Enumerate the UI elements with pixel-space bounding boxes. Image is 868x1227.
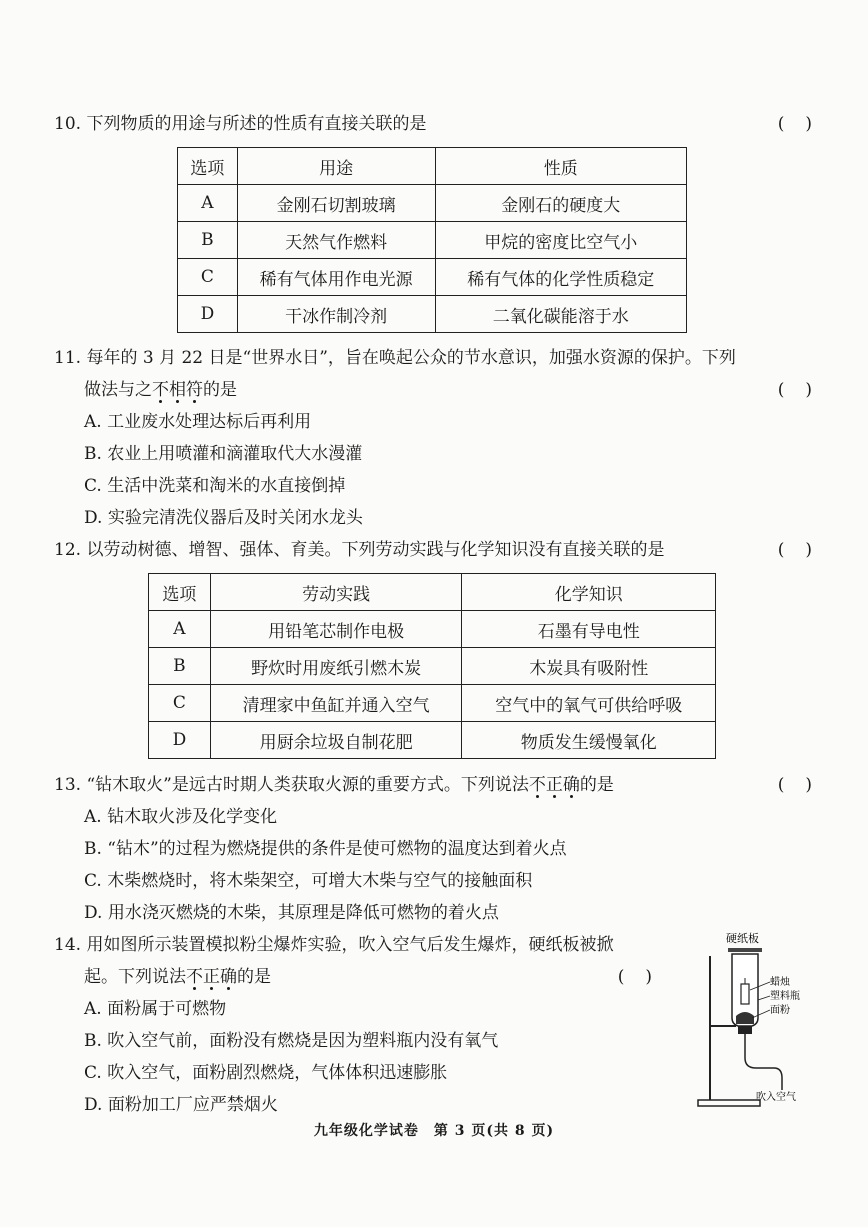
option-b: B. 农业上用喷灌和滴灌取代大水漫灌 (84, 444, 363, 464)
table-cell: D (178, 296, 238, 333)
table-cell: 甲烷的密度比空气小 (435, 222, 687, 259)
answer-parenthesis: ( ) (777, 380, 814, 400)
table-header-cell: 选项 (178, 148, 238, 185)
candle (741, 984, 749, 1004)
question-14-stem-line2 (54, 961, 654, 993)
emphasis-char: 确 (220, 967, 237, 987)
table-cell: 二氧化碳能溶于水 (435, 296, 687, 333)
table-cell: A (178, 185, 238, 222)
question-10-stem (54, 108, 814, 140)
table-row (178, 222, 687, 259)
emphasis-char: 正 (545, 775, 563, 795)
question-14 (54, 929, 684, 1121)
option-d: D. 用水浇灭燃烧的木柴，其原理是降低可燃物的着火点 (84, 903, 499, 923)
table-cell: 稀有气体用作电光源 (237, 259, 435, 296)
question-11-stem-line2 (54, 374, 814, 406)
cardboard-lid (728, 948, 762, 952)
option-c: C. 吹入空气，面粉剧烈燃烧，气体体积迅速膨胀 (84, 1063, 448, 1083)
table-cell: 金刚石切割玻璃 (237, 185, 435, 222)
table-cell: C (149, 685, 211, 722)
table-cell: 金刚石的硬度大 (435, 185, 687, 222)
table-cell: 稀有气体的化学性质稳定 (435, 259, 687, 296)
option-a: A. 钻木取火涉及化学变化 (84, 807, 278, 827)
emphasis-char: 符 (186, 380, 203, 400)
table-header-row (149, 574, 716, 611)
table-header-cell: 选项 (149, 574, 211, 611)
question-12-text: 12. 以劳动树德、增智、强体、育美。下列劳动实践与化学知识没有直接关联的是 (54, 540, 665, 560)
option-d: D. 面粉加工厂应严禁烟火 (84, 1095, 278, 1115)
question-12-table (148, 573, 716, 759)
stem-text: 起。下列说法 (84, 967, 186, 987)
dust-explosion-apparatus-figure (690, 928, 810, 1118)
figure-label-air: 吹入空气 (756, 1092, 796, 1103)
question-11 (54, 342, 814, 534)
answer-parenthesis: ( ) (617, 967, 654, 987)
table-row (149, 611, 716, 648)
table-cell: 物质发生缓慢氧化 (462, 722, 716, 759)
table-header-cell: 用途 (237, 148, 435, 185)
stem-text: 13. “钻木取火”是远古时期人类获取火源的重要方式。下列说法 (54, 775, 529, 795)
table-row (149, 648, 716, 685)
table-cell: 木炭具有吸附性 (462, 648, 716, 685)
question-10-text: 10. 下列物质的用途与所述的性质有直接关联的是 (54, 114, 427, 134)
question-12 (54, 534, 814, 566)
figure-label-bottle: 塑料瓶 (770, 991, 800, 1002)
option-b: B. “钻木”的过程为燃烧提供的条件是使可燃物的温度达到着火点 (84, 839, 567, 859)
option-a: A. 工业废水处理达标后再利用 (84, 412, 312, 432)
answer-parenthesis: ( ) (777, 114, 814, 134)
table-cell: 空气中的氧气可供给呼吸 (462, 685, 716, 722)
table-row (149, 722, 716, 759)
table-cell: 用铅笔芯制作电极 (210, 611, 462, 648)
table-cell: 石墨有导电性 (462, 611, 716, 648)
question-10-table (177, 147, 687, 333)
stopper (738, 1026, 752, 1034)
table-row (178, 185, 687, 222)
question-13-stem (54, 769, 814, 801)
table-header-cell: 化学知识 (462, 574, 716, 611)
table-header-cell: 劳动实践 (210, 574, 462, 611)
answer-parenthesis: ( ) (777, 775, 814, 795)
table-cell: 干冰作制冷剂 (237, 296, 435, 333)
stem-text: 的是 (203, 380, 237, 400)
answer-parenthesis: ( ) (777, 540, 814, 560)
table-row (178, 259, 687, 296)
option-b: B. 吹入空气前，面粉没有燃烧是因为塑料瓶内没有氧气 (84, 1031, 499, 1051)
stand-base (698, 1100, 760, 1106)
table-header-row (178, 148, 687, 185)
question-12-stem (54, 534, 814, 566)
emphasis-char: 相 (169, 380, 186, 400)
question-10 (54, 108, 814, 140)
table-row (149, 685, 716, 722)
table-cell: B (149, 648, 211, 685)
option-d: D. 实验完清洗仪器后及时关闭水龙头 (84, 508, 363, 528)
emphasis-char: 确 (562, 775, 580, 795)
table-cell: C (178, 259, 238, 296)
table-cell: 清理家中鱼缸并通入空气 (210, 685, 462, 722)
stem-text: 的是 (237, 967, 271, 987)
option-c: C. 生活中洗菜和淘米的水直接倒掉 (84, 476, 346, 496)
table-cell: B (178, 222, 238, 259)
page-footer: 九年级化学试卷 第 3 页(共 8 页) (313, 1123, 555, 1139)
pointer-line (758, 996, 770, 1000)
figure-label-flour: 面粉 (770, 1005, 790, 1016)
table-cell: D (149, 722, 211, 759)
stem-text: 做法与之 (84, 380, 152, 400)
stem-text: 的是 (579, 775, 614, 795)
table-cell: 天然气作燃料 (237, 222, 435, 259)
table-row (178, 296, 687, 333)
figure-label-candle: 蜡烛 (770, 977, 790, 988)
table-header-cell: 性质 (435, 148, 687, 185)
option-a: A. 面粉属于可燃物 (84, 999, 227, 1019)
question-13 (54, 769, 814, 929)
question-11-stem-line1: 11. 每年的 3 月 22 日是“世界水日”，旨在唤起公众的节水意识，加强水资源的保护。下列 (54, 348, 736, 368)
rubber-tube (745, 1034, 782, 1090)
question-14-stem-line1: 14. 用如图所示装置模拟粉尘爆炸实验，吹入空气后发生爆炸，硬纸板被掀 (54, 935, 614, 955)
table-cell: 野炊时用废纸引燃木炭 (210, 648, 462, 685)
emphasis-char: 正 (203, 967, 220, 987)
table-cell: 用厨余垃圾自制花肥 (210, 722, 462, 759)
emphasis-char: 不 (186, 967, 203, 987)
emphasis-char: 不 (528, 775, 546, 795)
emphasis-char: 不 (152, 380, 169, 400)
table-cell: A (149, 611, 211, 648)
figure-label-board: 硬纸板 (726, 932, 759, 945)
option-c: C. 木柴燃烧时，将木柴架空，可增大木柴与空气的接触面积 (84, 871, 533, 891)
